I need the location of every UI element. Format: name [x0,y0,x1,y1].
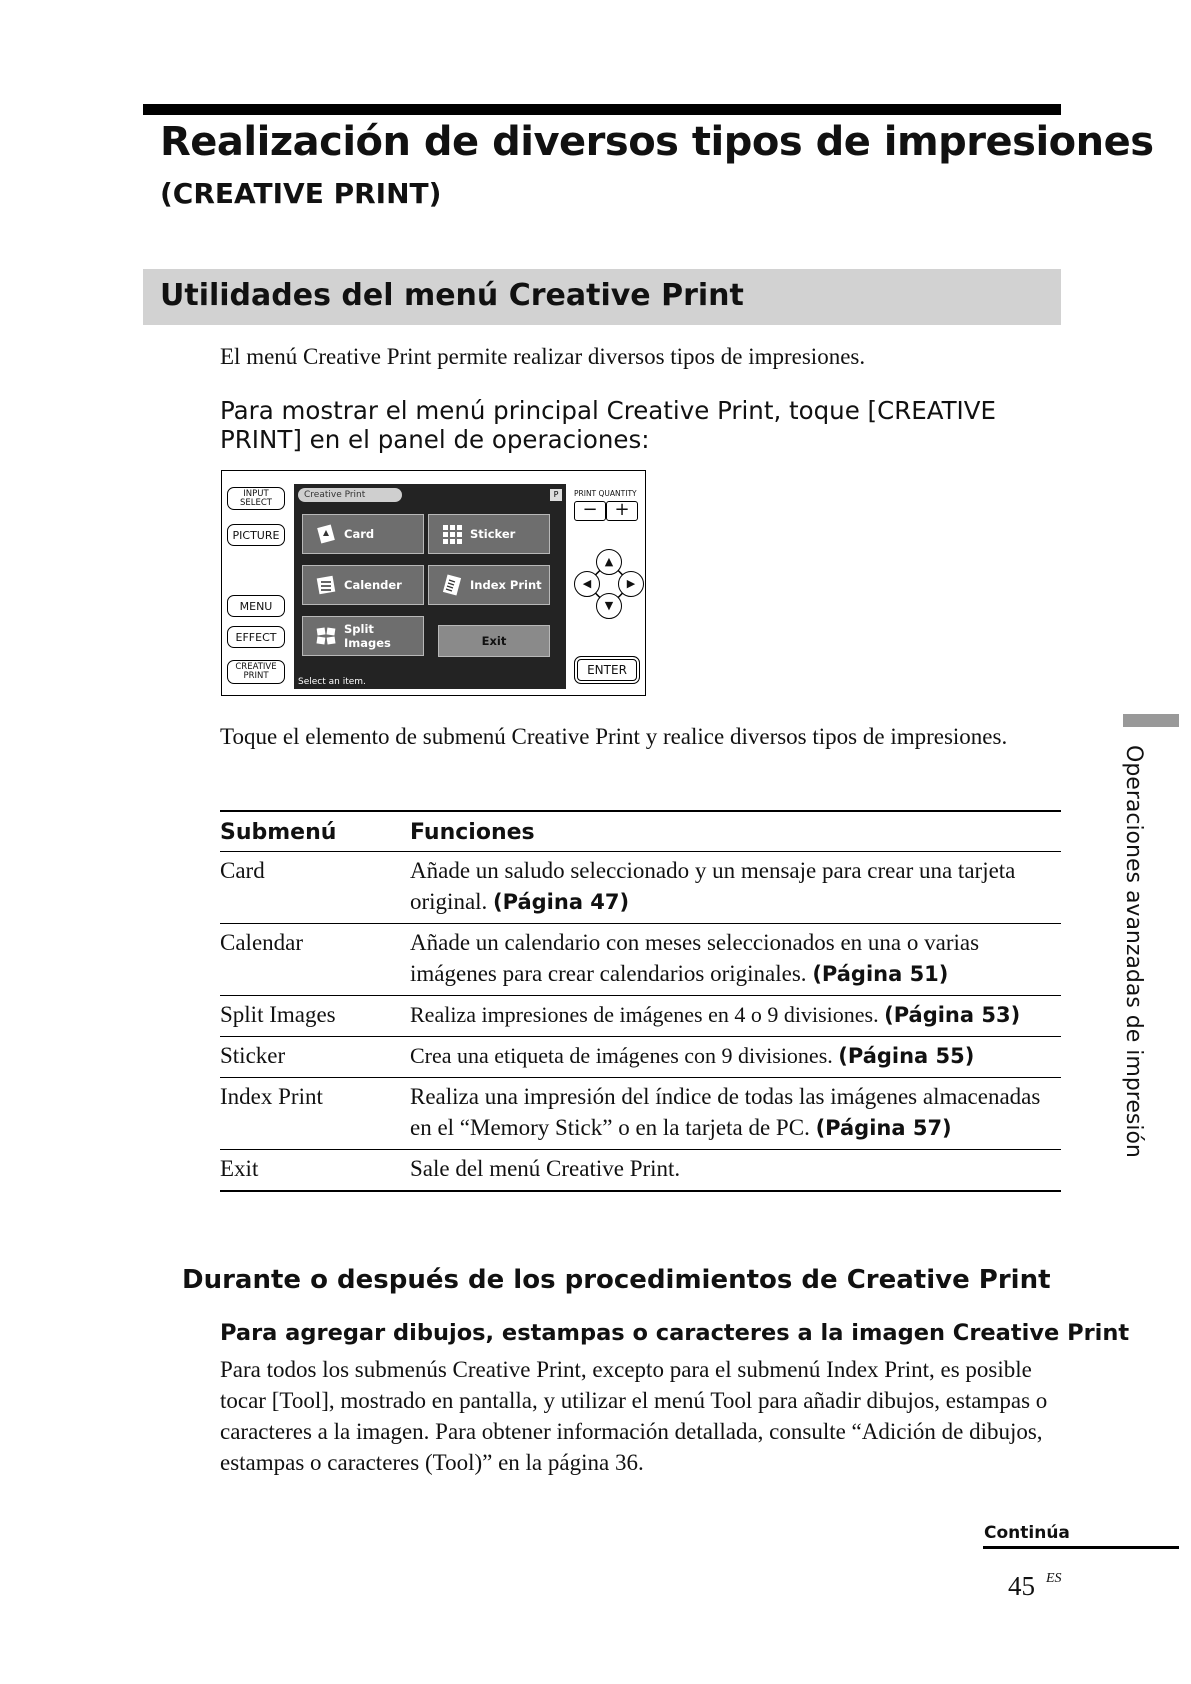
during-heading: Durante o después de los procedimientos de Creative Print [182,1265,1051,1295]
touch-instruction-text: Toque el elemento de submenú Creative Print y realice diversos tipos de impresiones. [220,724,1008,749]
screen-status-text: Select an item. [298,677,366,687]
row-submenu: Split Images [220,996,410,1037]
menu-sticker-label: Sticker [470,527,516,541]
row-submenu: Card [220,852,410,924]
input-select-label-1: INPUT [243,488,269,499]
during-subheading: Para agregar dibujos, estampas o caracteres a la imagen Creative Print [220,1320,1130,1346]
print-quantity-label: PRINT QUANTITY [574,489,637,498]
quantity-plus-button[interactable]: + [606,501,638,521]
row-function-text: Sale del menú Creative Print. [410,1156,681,1181]
continues-rule [983,1546,1179,1549]
screen-title: Creative Print [304,490,366,500]
row-function-text: Realiza una impresión del índice de todas las imágenes almacenadas en el “Memory Stick” o en la tarjeta de PC. [410,1084,1041,1140]
right-arrow-icon: ▶ [626,577,636,590]
row-function [410,852,1061,924]
input-select-label-2: SELECT [240,497,272,508]
continues-label: Continúa [984,1523,1070,1543]
row-function [410,1150,1061,1192]
row-function-text: Añade un calendario con meses seleccionados en una o varias imágenes para crear calendarios originales. [410,930,980,986]
left-arrow-button[interactable] [574,571,600,597]
menu-calender-button[interactable] [302,565,424,605]
effect-button[interactable]: EFFECT [227,626,285,648]
page-reference: (Página 57) [815,1116,952,1140]
creative-print-label-1: CREATIVE [235,662,277,672]
picture-button[interactable]: PICTURE [227,524,285,546]
down-arrow-button[interactable] [596,593,622,619]
menu-card-label: Card [344,527,375,541]
page-language: ES [1046,1571,1062,1586]
page-reference: (Página 51) [812,962,949,986]
calendar-icon [315,574,337,596]
table-row [220,1037,1061,1078]
header-functions: Funciones [410,811,1061,852]
menu-exit-button[interactable]: Exit [438,625,550,657]
menu-index-print-label: Index Print [470,578,542,592]
section-title: Utilidades del menú Creative Print [160,278,744,313]
row-function-text: Crea una etiqueta de imágenes con 9 divisiones. [410,1043,839,1068]
enter-button[interactable]: ENTER [574,656,640,684]
left-arrow-icon: ◀ [582,577,592,590]
table-row [220,1150,1061,1192]
down-arrow-icon: ▼ [604,599,614,612]
operation-panel-illustration [221,470,646,696]
screen-title-tab [298,488,402,502]
table-row [220,996,1061,1037]
row-function-text: Realiza impresiones de imágenes en 4 o 9 divisiones. [410,1002,885,1027]
header-submenu: Submenú [220,811,410,852]
creative-print-label-2: PRINT [243,671,269,681]
page-number: 45 [1008,1571,1035,1601]
page-reference: (Página 47) [493,890,630,914]
creative-print-button[interactable] [227,660,285,684]
side-tab-bar [1123,714,1179,727]
menu-card-button[interactable] [302,514,424,554]
table-header-row [220,811,1061,852]
split-images-icon [315,625,337,647]
card-icon [315,523,337,545]
row-function [410,1037,1061,1078]
row-submenu: Calendar [220,924,410,996]
sticker-icon [441,523,463,545]
up-arrow-button[interactable] [596,549,622,575]
table-row [220,852,1061,924]
up-arrow-icon: ▲ [604,555,614,568]
menu-index-print-button[interactable] [428,565,550,605]
submenu-table [220,810,1061,1192]
page-reference: (Página 53) [884,1003,1021,1027]
row-submenu: Sticker [220,1037,410,1078]
lcd-screen [294,484,566,689]
row-function [410,1078,1061,1150]
intro-text: El menú Creative Print permite realizar diversos tipos de impresiones. [220,344,866,369]
top-rule [143,104,1061,115]
menu-split-images-label: Split Images [344,622,391,650]
instruction-text: Para mostrar el menú principal Creative Print, toque [CREATIVE PRINT] en el panel de operaciones: [220,396,997,454]
row-function-text: Añade un saludo seleccionado y un mensaje para crear una tarjeta original. [410,858,1016,914]
row-submenu: Exit [220,1150,410,1192]
row-submenu: Index Print [220,1078,410,1150]
menu-calender-label: Calender [344,578,402,592]
index-print-icon [441,574,463,596]
screen-corner-icon: P [550,489,562,501]
menu-button[interactable]: MENU [227,595,285,617]
during-paragraph: Para todos los submenús Creative Print, excepto para el submenú Index Print, es posible tocar [Tool], mostrado en pantalla, y utilizar el menú Tool para añadir dibujos, estampas o caracteres a la imagen. Para obtener información detallada, consulte “Adición de dibujos, estampas o caracteres (Tool)” en la página 36. [220,1357,1048,1475]
row-function [410,996,1061,1037]
menu-split-images-button[interactable] [302,616,424,656]
page-title: Realización de diversos tipos de impresiones [160,119,1154,165]
side-tab-label: Operaciones avanzadas de impresión [1121,745,1146,1158]
page-reference: (Página 55) [838,1044,975,1068]
right-arrow-button[interactable] [618,571,644,597]
table-row [220,1078,1061,1150]
input-select-button[interactable] [227,487,285,510]
table-row [220,924,1061,996]
menu-sticker-button[interactable] [428,514,550,554]
quantity-minus-button[interactable]: − [574,501,606,521]
row-function [410,924,1061,996]
page-subtitle: (CREATIVE PRINT) [160,177,442,210]
